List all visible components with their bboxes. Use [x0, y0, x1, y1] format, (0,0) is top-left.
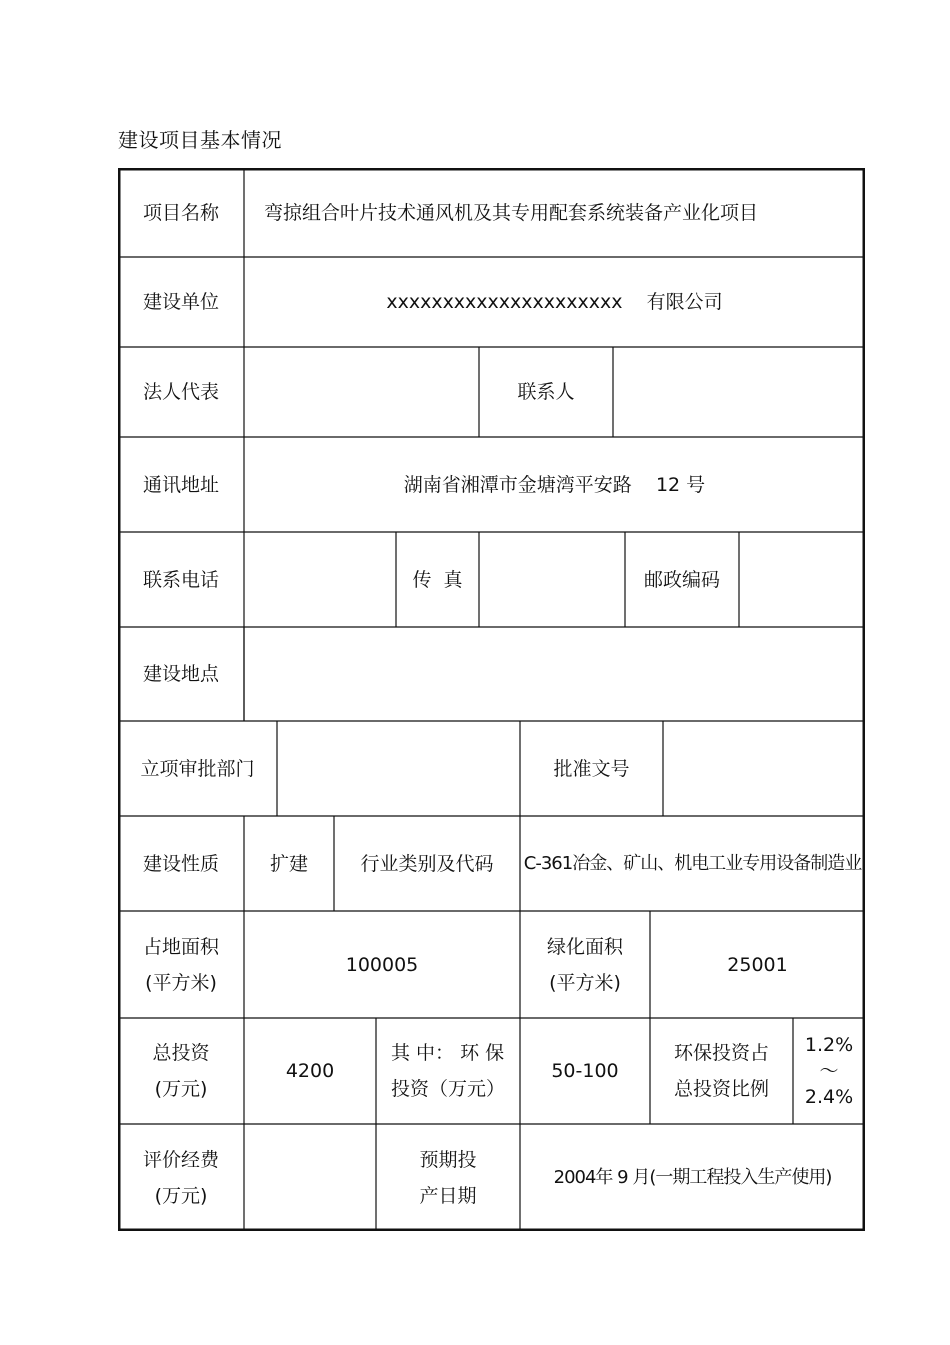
label-start-date [376, 1124, 520, 1231]
label-legal-rep: 法人代表 [142, 381, 219, 403]
label-industry: 行业类别及代码 [360, 852, 494, 875]
value-fax [479, 532, 625, 627]
label-total-invest-line1: 总投资 [152, 1042, 210, 1064]
value-builder: xxxxxxxxxxxxxxxxxxxxx 有限公司 [386, 291, 723, 313]
label-phone: 联系电话 [142, 568, 219, 591]
label-nature: 建设性质 [142, 852, 219, 875]
value-approval-dept [277, 721, 520, 816]
project-info-table [118, 168, 865, 1231]
label-start-date-line2: 产日期 [419, 1184, 477, 1207]
value-project-name: 弯掠组合叶片技术通风机及其专用配套系统装备产业化项目 [264, 201, 759, 224]
label-env-ratio [650, 1018, 793, 1124]
label-address: 通讯地址 [142, 473, 219, 496]
label-green-area-line2: (平方米) [549, 971, 621, 994]
label-env-invest [376, 1018, 520, 1124]
value-phone [244, 532, 396, 627]
value-start-date: 2004年 9 月(一期工程投入生产使用) [553, 1166, 832, 1188]
label-green-area-line1: 绿化面积 [546, 935, 623, 958]
label-env-invest-line1: 其 中： 环 保 [390, 1042, 505, 1064]
label-project-name: 项目名称 [142, 201, 219, 224]
label-total-invest [118, 1018, 244, 1124]
value-nature: 扩建 [269, 852, 308, 875]
label-env-invest-line2: 投资（万元） [390, 1078, 505, 1100]
label-eval-fee-line1: 评价经费 [142, 1148, 219, 1171]
label-env-ratio-line1: 环保投资占 [673, 1042, 769, 1064]
label-contact: 联系人 [517, 381, 575, 403]
value-total-invest: 4200 [285, 1060, 335, 1082]
value-address: 湖南省湘潭市金塘湾平安路 12 号 [403, 473, 706, 496]
label-builder: 建设单位 [142, 291, 219, 313]
value-legal-rep [244, 347, 479, 437]
value-approval-no [663, 721, 865, 816]
value-env-ratio-min: 1.2% [804, 1034, 854, 1056]
label-eval-fee-line2: (万元) [154, 1184, 208, 1207]
label-start-date-line1: 预期投 [419, 1148, 477, 1171]
label-total-invest-line2: (万元) [154, 1078, 208, 1100]
label-approval-no: 批准文号 [553, 757, 630, 780]
value-env-invest: 50-100 [551, 1060, 619, 1082]
value-postcode [739, 532, 865, 627]
label-approval-dept: 立项审批部门 [140, 757, 255, 780]
value-contact [613, 347, 865, 437]
value-eval-fee [244, 1124, 376, 1231]
value-env-ratio-sep: ～ [819, 1060, 839, 1082]
label-postcode: 邮政编码 [643, 568, 720, 591]
label-land-area-line2: (平方米) [145, 971, 217, 994]
value-env-ratio [793, 1018, 865, 1124]
label-env-ratio-line2: 总投资比例 [673, 1078, 769, 1100]
label-site: 建设地点 [142, 663, 219, 685]
label-green-area [520, 911, 650, 1018]
value-site [244, 627, 865, 721]
label-fax: 传 真 [412, 568, 463, 591]
value-industry: C-361冶金、矿山、机电工业专用设备制造业 [523, 852, 862, 874]
label-land-area [118, 911, 244, 1018]
page-heading: 建设项目基本情况 [118, 128, 282, 152]
value-green-area: 25001 [727, 953, 788, 976]
value-land-area: 100005 [345, 953, 419, 976]
value-env-ratio-max: 2.4% [804, 1086, 854, 1108]
label-eval-fee [118, 1124, 244, 1231]
label-land-area-line1: 占地面积 [142, 935, 219, 958]
